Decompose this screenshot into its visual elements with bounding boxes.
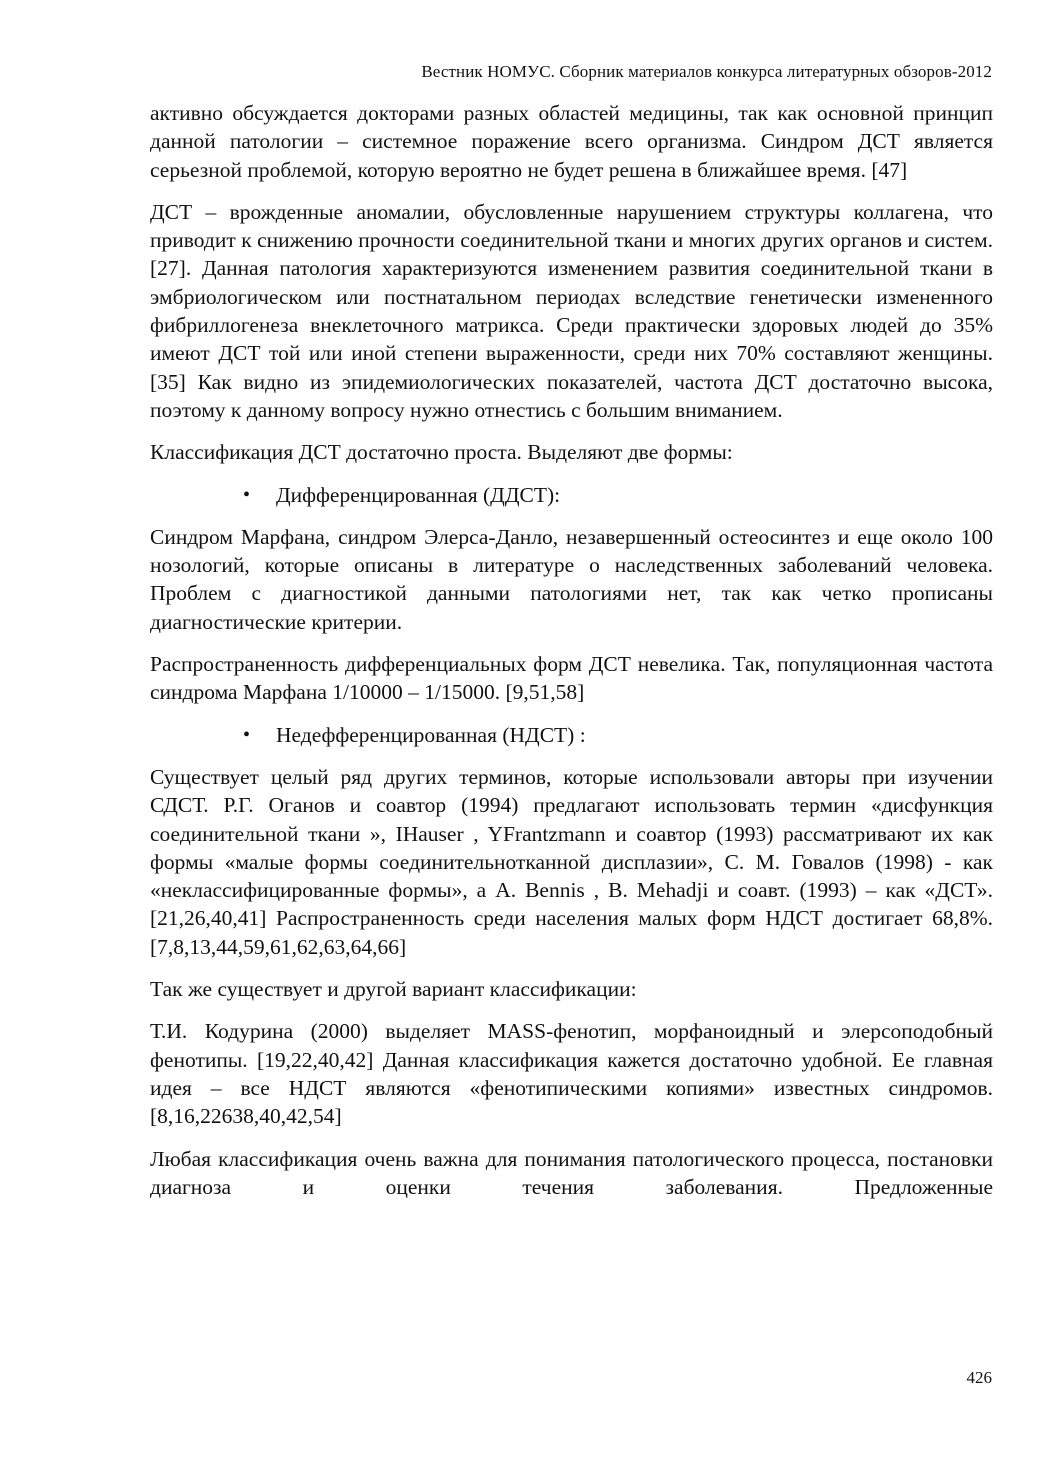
bullet-item-undifferentiated: [150, 721, 993, 749]
paragraph-4: Синдром Марфана, синдром Элерса-Данло, незавершенный остеосинтез и еще около 100 нозологий, которые описаны в литературе о наследственных заболеваний человека. Проблем с диагностикой данными патологиями нет, так как четко прописаны диагностические критерии.: [150, 524, 993, 634]
bullet-icon: •: [243, 723, 251, 746]
bullet-item-differentiated: [150, 481, 993, 509]
paragraph-8: Т.И. Кодурина (2000) выделяет MASS-фенотип, морфаноидный и элерсоподобный фенотипы. [19,22,40,42] Данная классификация кажется достаточно удобной. Ее главная идея – все НДСТ являются «фенотипическими копиями» известных синдромов. [8,16,22638,40,42,54]: [150, 1019, 993, 1129]
paragraph-2: ДСТ – врожденные аномалии, обусловленные нарушением структуры коллагена, что приводит к снижению прочности соединительной ткани и многих других органов и систем.[27]. Данная патология характеризуются изменением развития соединительной ткани в эмбриологическом или постнатальном периодах вследствие генетически измененного фибриллогенеза внеклеточного матрикса. Среди практически здоровых людей до 35% имеют ДСТ той или иной степени выраженности, среди них 70% составляют женщины. [35] Как видно из эпидемиологических показателей, частота ДСТ достаточно высока, поэтому к данному вопросу нужно отнестись с большим вниманием.: [150, 199, 993, 422]
body-text: [150, 99, 993, 1215]
paragraph-1: активно обсуждается докторами разных областей медицины, так как основной принцип данной патологии – системное поражение всего организма. Синдром ДСТ является серьезной проблемой, которую вероятно не будет решена в ближайшее время. [47]: [150, 101, 993, 182]
paragraph-5: Распространенность дифференциальных форм ДСТ невелика. Так, популяционная частота синдрома Марфана 1/10000 – 1/15000. [9,51,58]: [150, 652, 993, 705]
paragraph-6: Существует целый ряд других терминов, которые использовали авторы при изучении СДСТ. Р.Г. Оганов и соавтор (1994) предлагают использовать термин «дисфункция соединительной ткани », IHauser , YFrantzmann и соавтор (1993) рассматривают их как формы «малые формы соединительнотканной дисплазии», С. М. Говалов (1998) - как «неклассифицированные формы», а А. Bennis , B. Mehadji и соавт. (1993) – как «ДСТ». [21,26,40,41] Распространенность среди населения малых форм НДСТ достигает 68,8%. [7,8,13,44,59,61,62,63,64,66]: [150, 764, 993, 959]
paragraph-7: Так же существует и другой вариант классификации:: [150, 977, 637, 1002]
paragraph-3: Классификация ДСТ достаточно проста. Выделяют две формы:: [150, 440, 733, 465]
bullet-icon: •: [243, 483, 251, 506]
bullet-text: Недефференцированная (НДСТ) :: [276, 722, 586, 747]
running-header: Вестник НОМУС. Сборник материалов конкурса литературных обзоров-2012: [421, 62, 992, 81]
bullet-text: Дифференцированная (ДДСТ):: [276, 482, 561, 507]
paragraph-9: Любая классификация очень важна для понимания патологического процесса, постановки диагноза и оценки течения заболевания. Предложенные: [150, 1146, 993, 1199]
page-number: 426: [966, 1368, 992, 1387]
